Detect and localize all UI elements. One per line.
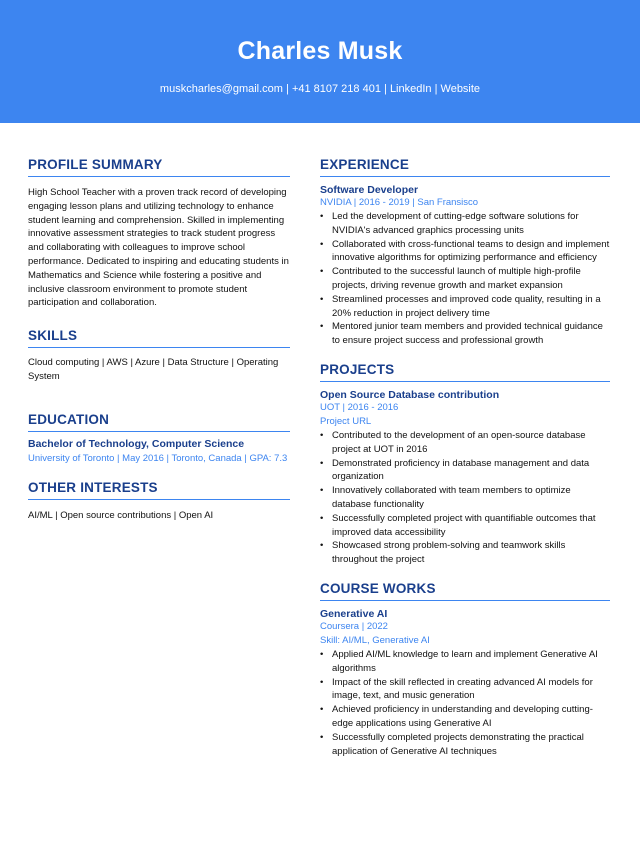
list-item: • Showcased strong problem-solving and teamwork skills throughout the project [320,539,610,567]
candidate-name: Charles Musk [237,37,403,65]
contact-line [0,83,640,95]
resume-header [0,0,640,123]
section-title-course-works: COURSE WORKS [320,581,610,601]
course-name: Generative AI [320,607,388,620]
section-title-projects: PROJECTS [320,362,610,382]
course-bullets [320,648,610,758]
list-item: • Collaborated with cross-functional teams to design and implement innovative algorithms for optimizing performance and efficiency [320,238,610,266]
experience-bullets [320,210,610,348]
section-title-skills: SKILLS [28,328,290,348]
profile-summary-text: High School Teacher with a proven track record of developing engaging lesson plans and utilizing technology to enhance student learning and comprehension. Skilled in implementing innovative assessment strategies to track student progress and collaborating with colleagues to improve school performance. Dedicated to inspiring and educating students in Mathematics and Science while fostering a positive and inclusive classroom environment to promote student participation and collaboration. [28,187,289,309]
education-details: University of Toronto | May 2016 | Toronto, Canada | GPA: 7.3 [28,452,288,464]
list-item: • Innovatively collaborated with team members to optimize database functionality [320,484,610,512]
list-item: • Streamlined processes and improved code quality, resulting in a 20% reduction in project delivery time [320,293,610,321]
other-interests-section [28,480,290,523]
list-item: • Applied AI/ML knowledge to learn and implement Generative AI algorithms [320,648,610,676]
list-item: • Led the development of cutting-edge software solutions for NVIDIA's advanced graphics processing units [320,210,610,238]
list-item: • Impact of the skill reflected in creating advanced AI models for image, text, and music generation [320,676,610,704]
section-title-experience: EXPERIENCE [320,157,610,177]
linkedin-link[interactable]: LinkedIn [389,83,432,95]
right-column [320,157,610,758]
email-link[interactable]: muskcharles@gmail.com [159,83,283,95]
skills-text: Cloud computing | AWS | Azure | Data Structure | Operating System [28,357,279,382]
section-title-other-interests: OTHER INTERESTS [28,480,290,500]
experience-meta: NVIDIA | 2016 - 2019 | San Fransisco [320,197,479,208]
skills-section [28,328,290,384]
profile-summary-section [28,157,290,310]
list-item: • Demonstrated proficiency in database management and data organization [320,457,610,485]
course-skill: Skill: AI/ML, Generative AI [320,634,430,646]
other-interests-text: AI/ML | Open source contributions | Open AI [28,509,214,521]
experience-section [320,157,610,348]
phone-number: +41 8107 218 401 [291,83,381,95]
list-item: • Achieved proficiency in understanding and developing cutting-edge applications using Generative AI [320,703,610,731]
course-works-section [320,581,610,758]
project-name: Open Source Database contribution [320,388,500,401]
section-title-profile-summary: PROFILE SUMMARY [28,157,290,177]
list-item: • Successfully completed projects demonstrating the practical application of Generative AI techniques [320,731,610,759]
list-item: • Successfully completed project with quantifiable outcomes that improved data accessibility [320,512,610,540]
experience-role: Software Developer [320,184,419,196]
projects-section [320,362,610,567]
education-section [28,412,290,466]
project-meta: UOT | 2016 - 2016 [320,401,399,413]
left-column [28,157,290,523]
course-meta: Coursera | 2022 [320,620,388,632]
education-degree: Bachelor of Technology, Computer Science [28,437,245,450]
list-item: • Mentored junior team members and provided technical guidance to ensure project success and professional growth [320,320,610,348]
project-bullets [320,429,610,567]
section-title-education: EDUCATION [28,412,290,432]
contact-separator: | [380,83,390,95]
contact-separator: | [282,83,292,95]
list-item: • Contributed to the development of an open-source database project at UOT in 2016 [320,429,610,457]
website-link[interactable]: Website [440,83,481,95]
contact-separator: | [431,83,441,95]
project-url-link[interactable]: Project URL [320,415,372,427]
list-item: • Contributed to the successful launch of multiple high-profile projects, driving revenue growth and market expansion [320,265,610,293]
